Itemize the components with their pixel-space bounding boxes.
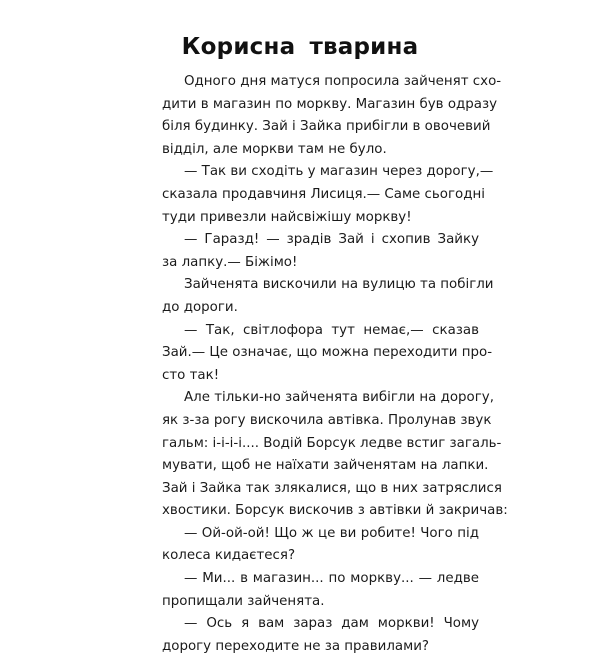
text-line: мувати, щоб не наїхати зайченятам на лапки. <box>162 458 489 474</box>
text-line: — Так, світлофора тут немає,— сказав <box>184 322 479 338</box>
text-line: колеса кидаєтеся? <box>162 548 296 564</box>
text-line: — Ось я вам зараз дам моркви! Чому <box>184 616 479 632</box>
text-line: Зай.— Це означає, що можна переходити про- <box>162 345 493 361</box>
text-line: туди привезли найсвіжішу моркву! <box>162 209 412 225</box>
text-line: дити в магазин по моркву. Магазин був одразу <box>162 96 498 112</box>
text-line: — Ой-ой-ой! Що ж це ви робите! Чого під <box>184 525 479 541</box>
text-line: сказала продавчиня Лисиця.— Саме сьогодні <box>162 186 485 202</box>
text-line: хвостики. Борсук вискочив з автівки й закричав: <box>162 503 508 519</box>
paragraph <box>162 229 479 274</box>
paragraph <box>162 387 508 523</box>
text-line: Зай і Зайка так злякалися, що в них затряслися <box>162 480 502 496</box>
text-line: за лапку.— Біжімо! <box>162 254 298 270</box>
paragraph <box>162 523 479 568</box>
text-line: як з-за рогу вискочила автівка. Пролунав звук <box>162 412 492 428</box>
text-line: до дороги. <box>162 299 238 315</box>
paragraph <box>162 161 494 229</box>
text-line: відділ, але моркви там не було. <box>162 141 387 157</box>
paragraph <box>162 568 479 613</box>
text-line: Зайченята вискочили на вулицю та побігли <box>184 277 494 293</box>
story-body <box>162 71 508 658</box>
paragraph <box>162 274 494 319</box>
text-line: сто так! <box>162 367 220 383</box>
text-line: — Гаразд! — зрадів Зай і схопив Зайку <box>184 232 479 248</box>
text-line: — Так ви сходіть у магазин через дорогу,— <box>184 164 494 180</box>
text-line: гальм: і-і-і-і.... Водій Борсук ледве встиг загаль- <box>162 435 502 451</box>
paragraph <box>162 320 493 388</box>
text-line: Але тільки-но зайченята вибігли на дорогу, <box>184 390 494 406</box>
text-line: пропищали зайченята. <box>162 593 325 609</box>
text-line: дорогу переходите не за правилами? <box>162 638 430 654</box>
text-line: — Ми... в магазин... по моркву... — ледве <box>184 571 479 587</box>
paragraph <box>162 613 479 658</box>
paragraph <box>162 71 502 161</box>
story-title: Корисна тварина <box>181 34 419 60</box>
text-line: біля будинку. Зай і Зайка прибігли в овочевий <box>162 119 491 135</box>
text-line: Одного дня матуся попросила зайченят схо- <box>184 74 502 89</box>
